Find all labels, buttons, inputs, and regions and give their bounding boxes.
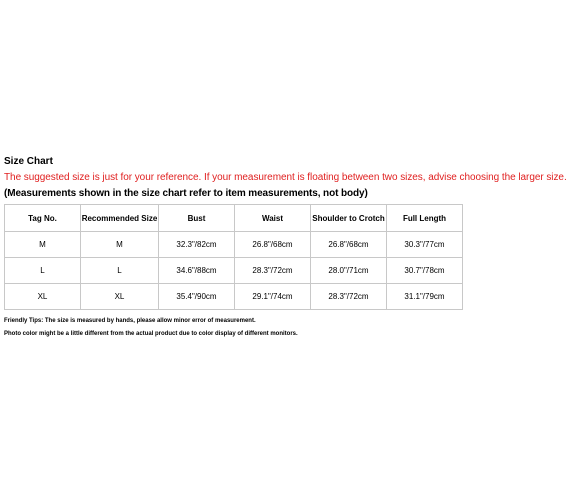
table-row — [5, 258, 463, 284]
header-recommended-size: Recommended Size — [81, 205, 159, 232]
header-waist: Waist — [235, 205, 311, 232]
cell-shoulder-to-crotch: 28.0"/71cm — [311, 258, 387, 284]
cell-bust: 32.3"/82cm — [159, 232, 235, 258]
cell-full-length: 31.1"/79cm — [387, 284, 463, 310]
cell-waist: 26.8"/68cm — [235, 232, 311, 258]
header-full-length: Full Length — [387, 205, 463, 232]
header-bust: Bust — [159, 205, 235, 232]
header-shoulder-to-crotch: Shoulder to Crotch — [311, 205, 387, 232]
cell-bust: 35.4"/90cm — [159, 284, 235, 310]
cell-tag-no: L — [5, 258, 81, 284]
cell-shoulder-to-crotch: 28.3"/72cm — [311, 284, 387, 310]
size-table — [4, 204, 463, 310]
cell-full-length: 30.3"/77cm — [387, 232, 463, 258]
cell-shoulder-to-crotch: 26.8"/68cm — [311, 232, 387, 258]
cell-bust: 34.6"/88cm — [159, 258, 235, 284]
cell-recommended-size: L — [81, 258, 159, 284]
table-header-row — [5, 205, 463, 232]
cell-recommended-size: XL — [81, 284, 159, 310]
measurement-note: (Measurements shown in the size chart refer to item measurements, not body) — [4, 188, 368, 199]
cell-full-length: 30.7"/78cm — [387, 258, 463, 284]
cell-tag-no: XL — [5, 284, 81, 310]
cell-waist: 28.3"/72cm — [235, 258, 311, 284]
color-disclaimer: Photo color might be a little different from the actual product due to color display of different monitors. — [4, 331, 298, 337]
page-title: Size Chart — [4, 156, 53, 167]
cell-waist: 29.1"/74cm — [235, 284, 311, 310]
table-row — [5, 284, 463, 310]
table-row — [5, 232, 463, 258]
cell-recommended-size: M — [81, 232, 159, 258]
header-tag-no: Tag No. — [5, 205, 81, 232]
cell-tag-no: M — [5, 232, 81, 258]
size-notice: The suggested size is just for your reference. If your measurement is floating between two sizes, advise choosing the larger size. — [4, 172, 567, 183]
friendly-tip: Friendly Tips: The size is measured by hands, please allow minor error of measurement. — [4, 318, 256, 324]
